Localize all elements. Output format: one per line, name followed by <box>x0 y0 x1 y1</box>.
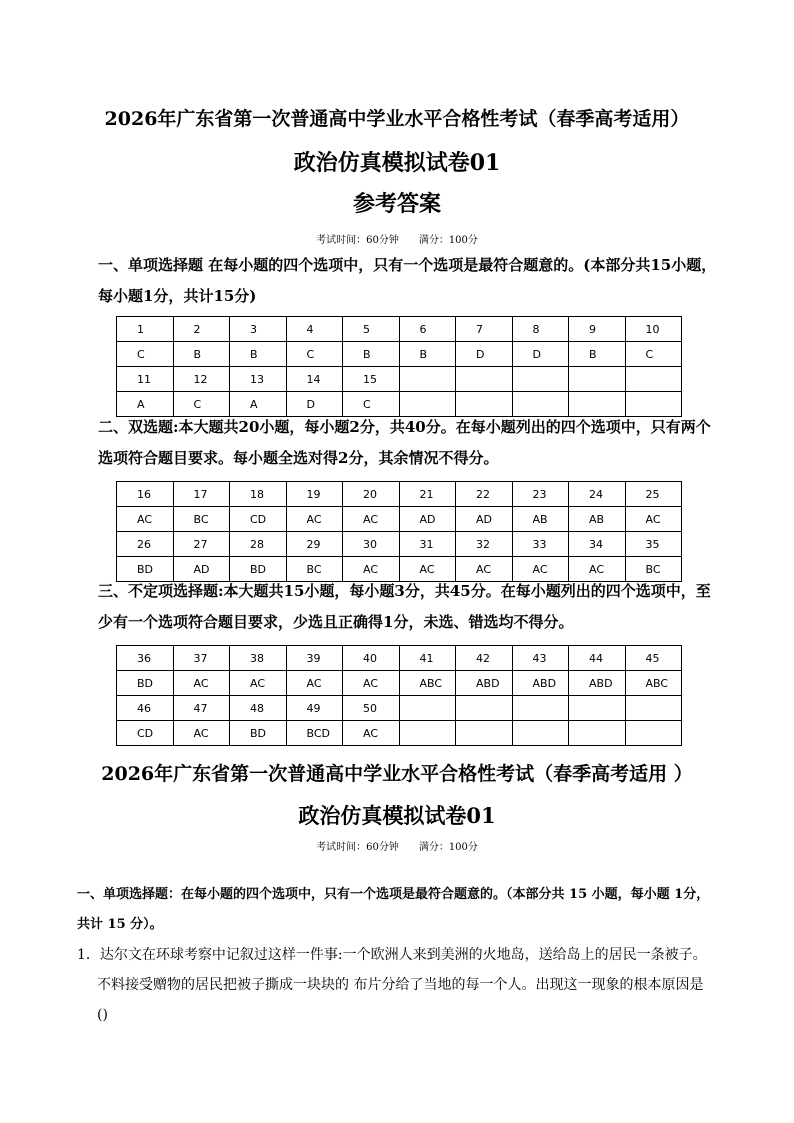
table-cell <box>512 696 569 721</box>
table-cell: AC <box>173 671 230 696</box>
table-cell: AC <box>286 671 343 696</box>
table-cell: 30 <box>343 532 400 557</box>
table-cell: 43 <box>512 646 569 671</box>
section3-heading: 三、不定项选择题:本大题共15小题，每小题3分，共45分。在每小题列出的四个选项中，至少有一个选项符合题目要求，少选且正确得1分，未选、错选均不得分。 <box>98 582 711 631</box>
table-cell: AD <box>456 507 513 532</box>
table-cell <box>399 696 456 721</box>
table-cell: 18 <box>230 482 287 507</box>
table-cell: 12 <box>173 367 230 392</box>
table-cell: 21 <box>399 482 456 507</box>
table-cell: 50 <box>343 696 400 721</box>
table-cell: B <box>399 342 456 367</box>
table-cell: ABD <box>456 671 513 696</box>
table-cell: BC <box>286 557 343 582</box>
table-row <box>117 367 682 392</box>
table-cell: 2 <box>173 317 230 342</box>
table-cell: B <box>230 342 287 367</box>
section3-answer-table <box>116 645 682 746</box>
table-cell: C <box>173 392 230 417</box>
question-1-line3: () <box>97 1007 108 1023</box>
table-cell: 20 <box>343 482 400 507</box>
table-cell: ABD <box>569 671 626 696</box>
table-cell: 36 <box>117 646 174 671</box>
answer-title-line2: 政治仿真模拟试卷01 <box>293 150 501 176</box>
table-cell: 8 <box>512 317 569 342</box>
table-cell <box>456 721 513 746</box>
table-cell: AC <box>173 721 230 746</box>
table-cell: 1 <box>117 317 174 342</box>
table-cell: 33 <box>512 532 569 557</box>
paper-title-line1: 2026年广东省第一次普通高中学业水平合格性考试（春季高考适用 ） <box>101 763 693 785</box>
table-cell: A <box>230 392 287 417</box>
table-cell <box>569 696 626 721</box>
table-cell: C <box>286 342 343 367</box>
table-cell <box>399 367 456 392</box>
table-cell: ABC <box>625 671 682 696</box>
table-cell <box>569 367 626 392</box>
table-cell: C <box>117 342 174 367</box>
question-1-line2: 不料接受赠物的居民把被子撕成一块块的 布片分给了当地的每一个人。出现这一现象的根本原因是 <box>97 977 704 993</box>
table-cell <box>569 721 626 746</box>
table-cell: 22 <box>456 482 513 507</box>
table-cell: 9 <box>569 317 626 342</box>
paper-title-line2: 政治仿真模拟试卷01 <box>298 803 496 828</box>
table-cell: 46 <box>117 696 174 721</box>
table-cell: 7 <box>456 317 513 342</box>
table-cell: 23 <box>512 482 569 507</box>
table-cell: AC <box>286 507 343 532</box>
section2-answer-table <box>116 481 682 582</box>
table-row <box>117 482 682 507</box>
section1-heading: 一、单项选择题 在每小题的四个选项中，只有一个选项是最符合题意的。(本部分共15小题，每小题1分，共计15分) <box>98 256 717 305</box>
table-cell: BD <box>117 557 174 582</box>
table-cell <box>625 721 682 746</box>
table-cell: 49 <box>286 696 343 721</box>
table-row <box>117 721 682 746</box>
table-cell: D <box>456 342 513 367</box>
table-cell <box>625 696 682 721</box>
table-cell: 25 <box>625 482 682 507</box>
table-cell: A <box>117 392 174 417</box>
table-cell: AC <box>343 721 400 746</box>
table-row <box>117 696 682 721</box>
table-cell: AC <box>569 557 626 582</box>
table-cell: BCD <box>286 721 343 746</box>
table-cell: 26 <box>117 532 174 557</box>
table-cell: 3 <box>230 317 287 342</box>
table-cell: AC <box>625 507 682 532</box>
table-cell: 19 <box>286 482 343 507</box>
table-cell: 48 <box>230 696 287 721</box>
table-cell: AC <box>230 671 287 696</box>
table-cell: C <box>625 342 682 367</box>
table-row <box>117 342 682 367</box>
table-cell: 14 <box>286 367 343 392</box>
table-cell: 37 <box>173 646 230 671</box>
table-cell: 35 <box>625 532 682 557</box>
table-cell: 44 <box>569 646 626 671</box>
table-cell: D <box>286 392 343 417</box>
table-cell: 6 <box>399 317 456 342</box>
table-cell: 29 <box>286 532 343 557</box>
table-cell: 13 <box>230 367 287 392</box>
table-cell <box>512 367 569 392</box>
table-cell: BD <box>117 671 174 696</box>
table-cell <box>456 696 513 721</box>
section1-answer-table <box>116 316 682 417</box>
table-cell: AD <box>173 557 230 582</box>
table-cell: 17 <box>173 482 230 507</box>
table-cell: 27 <box>173 532 230 557</box>
table-cell: 31 <box>399 532 456 557</box>
table-cell <box>512 721 569 746</box>
section2-heading: 二、双选题:本大题共20小题，每小题2分，共40分。在每小题列出的四个选项中，只有两个选项符合题目要求。每小题全选对得2分，其余情况不得分。 <box>98 418 711 467</box>
question-1 <box>77 940 722 1030</box>
table-cell: B <box>343 342 400 367</box>
table-row <box>117 317 682 342</box>
table-cell: AC <box>512 557 569 582</box>
table-cell: AC <box>343 507 400 532</box>
table-cell: 11 <box>117 367 174 392</box>
table-cell: 42 <box>456 646 513 671</box>
table-cell <box>399 721 456 746</box>
table-cell: B <box>569 342 626 367</box>
answer-title-line1: 2026年广东省第一次普通高中学业水平合格性考试（春季高考适用） <box>104 108 690 130</box>
table-cell: 47 <box>173 696 230 721</box>
table-cell: ABC <box>399 671 456 696</box>
table-row <box>117 507 682 532</box>
table-cell: BC <box>173 507 230 532</box>
paper-exam-info: 考试时间：60分钟 满分：100分 <box>316 842 478 853</box>
table-cell: BD <box>230 557 287 582</box>
table-cell: C <box>343 392 400 417</box>
table-cell: AC <box>399 557 456 582</box>
table-cell: 38 <box>230 646 287 671</box>
table-row <box>117 646 682 671</box>
table-row <box>117 671 682 696</box>
table-cell: 40 <box>343 646 400 671</box>
question-1-line1: 1．达尔文在环球考察中记叙过这样一件事:一个欧洲人来到美洲的火地岛，送给岛上的居民一条被子。 <box>77 947 707 963</box>
table-row <box>117 532 682 557</box>
paper-section-heading: 一、单项选择题：在每小题的四个选项中，只有一个选项是最符合题意的。（本部分共 15 小题，每小题 1分，共计 15 分）。 <box>77 887 710 932</box>
table-cell: 28 <box>230 532 287 557</box>
answer-title-line3: 参考答案 <box>352 191 441 217</box>
table-cell: BC <box>625 557 682 582</box>
answer-exam-info: 考试时间：60分钟 满分：100分 <box>316 235 478 246</box>
table-cell: 45 <box>625 646 682 671</box>
table-cell: BD <box>230 721 287 746</box>
table-cell: 34 <box>569 532 626 557</box>
table-cell: 5 <box>343 317 400 342</box>
table-cell: AC <box>456 557 513 582</box>
table-cell: AB <box>569 507 626 532</box>
table-cell: ABD <box>512 671 569 696</box>
table-cell: B <box>173 342 230 367</box>
table-cell: AC <box>343 557 400 582</box>
table-cell: 39 <box>286 646 343 671</box>
table-cell: 4 <box>286 317 343 342</box>
table-cell: CD <box>117 721 174 746</box>
table-cell: 32 <box>456 532 513 557</box>
table-cell: 15 <box>343 367 400 392</box>
table-cell: AC <box>343 671 400 696</box>
table-cell <box>456 367 513 392</box>
table-cell: CD <box>230 507 287 532</box>
table-cell <box>625 367 682 392</box>
table-cell: 24 <box>569 482 626 507</box>
table-cell: 41 <box>399 646 456 671</box>
table-cell: D <box>512 342 569 367</box>
table-cell: 16 <box>117 482 174 507</box>
table-cell: AB <box>512 507 569 532</box>
table-cell: AC <box>117 507 174 532</box>
table-cell: 10 <box>625 317 682 342</box>
table-cell: AD <box>399 507 456 532</box>
